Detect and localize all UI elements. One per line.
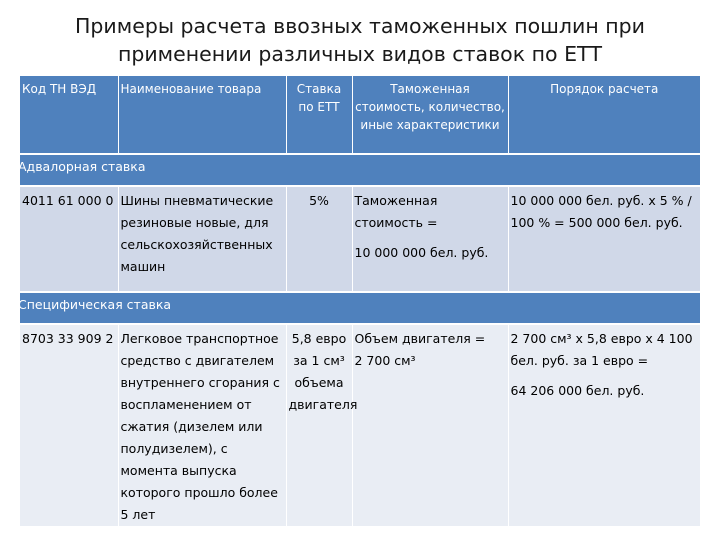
cell-name: Легковое транспортное средство с двигателем внутреннего сгорания с воспламенением от сжатия (дизелем или полудизелем), с момента выпуска которого прошло более 5 лет (118, 324, 286, 526)
page-title-line-1: Примеры расчета ввозных таможенных пошлин при (75, 14, 645, 38)
table-header-row (20, 76, 700, 154)
calc-line-2: 64 206 000 бел. руб. (510, 383, 645, 398)
value-line-1: Объем двигателя = (354, 331, 486, 346)
section-row-specific (20, 292, 700, 324)
calc-line-1: 2 700 см³ х 5,8 евро х 4 100 бел. руб. за 1 евро = (510, 331, 693, 368)
table-row (20, 324, 700, 526)
cell-calc (508, 324, 700, 526)
header-rate: Ставка по ЕТТ (286, 76, 352, 154)
header-calc: Порядок расчета (508, 76, 700, 154)
cell-value (352, 324, 508, 526)
header-value: Таможенная стоимость, количество, иные характеристики (352, 76, 508, 154)
cell-name: Шины пневматические резиновые новые, для сельскохозяйственных машин (118, 186, 286, 292)
cell-calc (508, 186, 700, 292)
page-title (0, 12, 720, 68)
page-title-line-2: применении различных видов ставок по ЕТТ (117, 42, 603, 66)
section-label: Специфическая ставка (18, 297, 172, 312)
header-name: Наименование товара (118, 76, 286, 154)
cell-value (352, 186, 508, 292)
cell-rate: 5,8 евро за 1 см³ объема двигателя (286, 324, 352, 526)
cell-code: 4011 61 000 0 (20, 186, 118, 292)
duty-examples-table (20, 76, 700, 526)
cell-rate: 5% (286, 186, 352, 292)
value-line-1: Таможенная стоимость = (354, 193, 438, 230)
section-label: Адвалорная ставка (18, 159, 146, 174)
table-row (20, 186, 700, 292)
section-row-advalorem (20, 154, 700, 186)
header-code: Код ТН ВЭД (20, 76, 118, 154)
cell-code: 8703 33 909 2 (20, 324, 118, 526)
value-line-2: 10 000 000 бел. руб. (354, 245, 489, 260)
calc-line-1: 10 000 000 бел. руб. х 5 % / 100 % = 500 000 бел. руб. (510, 193, 692, 230)
value-line-2: 2 700 см³ (354, 353, 416, 368)
